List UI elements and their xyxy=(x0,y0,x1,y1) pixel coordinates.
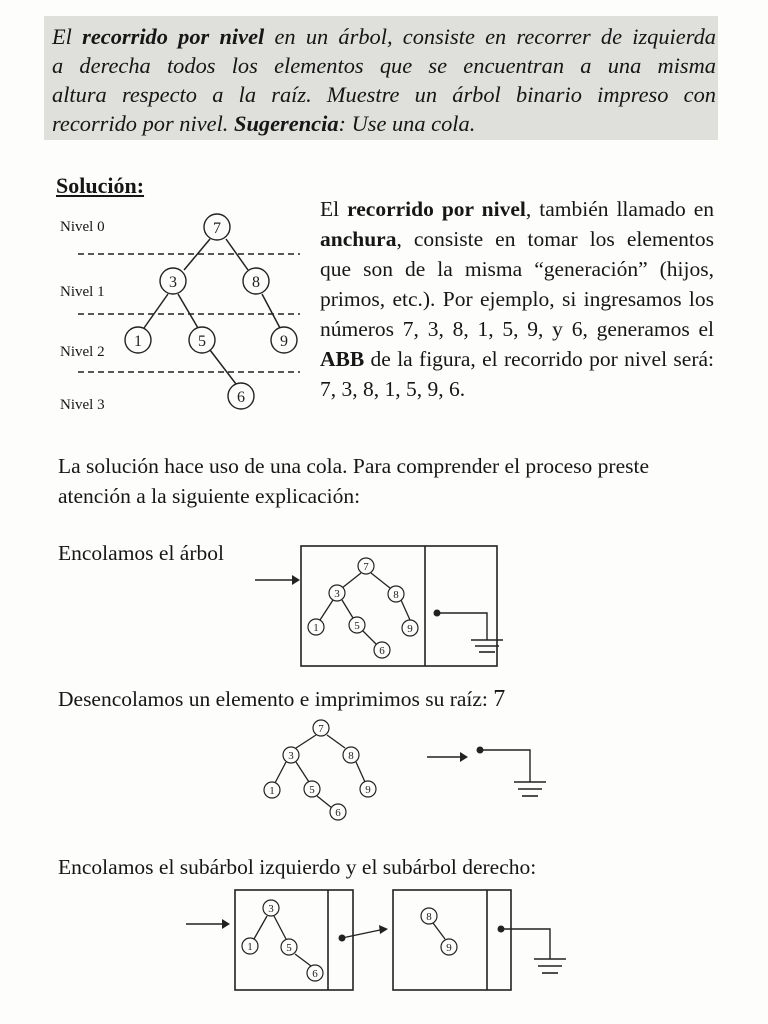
intro-line: atención a la siguiente explicación: xyxy=(58,484,361,508)
svg-text:5: 5 xyxy=(286,942,292,954)
text-run: a derecha todos los elementos que se encuentran a una misma xyxy=(52,53,716,78)
tree-node xyxy=(374,642,390,658)
tree-node xyxy=(263,900,279,916)
svg-text:1: 1 xyxy=(134,333,142,350)
svg-text:5: 5 xyxy=(354,620,360,632)
svg-text:1: 1 xyxy=(313,622,319,634)
svg-text:5: 5 xyxy=(309,784,315,796)
tree-node xyxy=(343,747,359,763)
tree-edge xyxy=(184,239,210,270)
tree-node xyxy=(388,586,404,602)
step1-label: Encolamos el árbol xyxy=(58,541,224,565)
step3-label: Encolamos el subárbol izquierdo y el subárbol derecho: xyxy=(58,855,537,879)
svg-text:9: 9 xyxy=(280,333,288,350)
tree-node xyxy=(125,327,151,353)
tree-node xyxy=(283,747,299,763)
tree-node xyxy=(271,327,297,353)
tree-node xyxy=(228,383,254,409)
svg-text:7: 7 xyxy=(318,723,324,735)
ground-icon xyxy=(514,782,546,796)
tree-edge xyxy=(210,350,236,384)
tree-node xyxy=(358,558,374,574)
tree-edge xyxy=(433,923,445,939)
tree-edge xyxy=(327,735,345,748)
bold-text: ABB xyxy=(320,347,365,371)
tree-node xyxy=(281,939,297,955)
svg-text:3: 3 xyxy=(268,903,274,915)
problem-line xyxy=(52,109,716,138)
queue-diagram-2 xyxy=(180,886,590,996)
tree-node xyxy=(402,620,418,636)
text-run: , también llamado en xyxy=(525,197,714,221)
svg-text:7: 7 xyxy=(363,561,369,573)
tree-node xyxy=(304,781,320,797)
tree-edge xyxy=(342,600,353,618)
step2-text: Desencolamos un elemento e imprimimos su raíz: xyxy=(58,687,494,711)
tree-node xyxy=(441,939,457,955)
tree-edge xyxy=(262,294,280,328)
level-label-0: Nivel 0 xyxy=(60,219,105,235)
tree-edge xyxy=(371,573,390,588)
svg-text:9: 9 xyxy=(407,623,413,635)
text-run: recorrido por nivel. xyxy=(52,111,235,136)
intro-line: La solución hace uso de una cola. Para comprender el proceso preste xyxy=(58,454,650,478)
level-label-3: Nivel 3 xyxy=(60,397,105,413)
tree-node xyxy=(264,782,280,798)
text-run: en un árbol, consiste en recorrer de izquierda xyxy=(264,24,716,49)
queue-diagram-1 xyxy=(250,540,520,670)
svg-text:6: 6 xyxy=(312,968,318,980)
tree-node xyxy=(307,965,323,981)
tree-edge xyxy=(363,631,376,644)
tree-node xyxy=(160,268,186,294)
text-run: : Use una cola. xyxy=(338,111,476,136)
arrow-head-icon xyxy=(379,925,388,934)
null-pointer-line xyxy=(480,750,530,782)
null-pointer-line xyxy=(437,613,487,640)
tree-edge xyxy=(296,735,316,748)
svg-text:5: 5 xyxy=(198,333,206,350)
svg-text:7: 7 xyxy=(213,220,221,237)
svg-text:1: 1 xyxy=(269,785,275,797)
tree-edge xyxy=(178,294,198,328)
tree-edge xyxy=(342,573,361,588)
tree-node xyxy=(308,619,324,635)
svg-text:1: 1 xyxy=(247,941,253,953)
svg-text:6: 6 xyxy=(237,389,245,406)
svg-text:8: 8 xyxy=(348,750,354,762)
tree-edge xyxy=(295,954,311,966)
dequeue-diagram xyxy=(250,712,570,827)
tree-node xyxy=(360,781,376,797)
bold-text: recorrido por nivel xyxy=(82,24,265,49)
arrow-head-icon xyxy=(460,752,468,762)
tree-edge xyxy=(144,294,168,328)
tree-edge xyxy=(320,600,333,620)
svg-text:9: 9 xyxy=(446,942,452,954)
svg-text:9: 9 xyxy=(365,784,371,796)
step2-label xyxy=(58,684,505,714)
ground-icon xyxy=(471,640,503,652)
bold-text: anchura xyxy=(320,227,397,251)
queue-box xyxy=(301,546,497,666)
arrow-head-icon xyxy=(222,919,230,929)
level-label-1: Nivel 1 xyxy=(60,284,105,300)
svg-text:8: 8 xyxy=(426,911,432,923)
svg-text:3: 3 xyxy=(288,750,294,762)
problem-statement xyxy=(52,22,716,138)
tree-node xyxy=(349,617,365,633)
tree-node xyxy=(330,804,346,820)
bold-text: recorrido por nivel xyxy=(347,197,526,221)
tree-edge xyxy=(254,916,267,939)
explanation-paragraph xyxy=(320,194,714,404)
problem-line xyxy=(52,80,716,109)
arrow-head-icon xyxy=(292,575,300,585)
text-run: altura respecto a la raíz. Muestre un árbol binario impreso con xyxy=(52,82,716,107)
step2-value: 7 xyxy=(493,686,506,712)
tree-edge xyxy=(274,916,286,939)
tree-node xyxy=(189,327,215,353)
bold-text: Sugerencia xyxy=(234,111,339,136)
tree-node xyxy=(329,585,345,601)
tree-node xyxy=(204,214,230,240)
main-tree-diagram xyxy=(60,200,310,420)
text-run: de la figura, el recorrido por nivel será: 7, 3, 8, 1, 5, 9, 6. xyxy=(320,347,714,401)
tree-edge xyxy=(317,796,332,808)
problem-line xyxy=(52,51,716,80)
svg-text:6: 6 xyxy=(379,645,385,657)
tree-node xyxy=(421,908,437,924)
svg-text:8: 8 xyxy=(252,274,260,291)
svg-text:8: 8 xyxy=(393,589,399,601)
text-run: , consiste en tomar los elementos que son de la misma “generación” (hijos, primos, etc.). Por ejemplo, si ingresamos los números 7, 3, 8, 1, 5, 9, y 6, generamos el xyxy=(320,227,714,341)
tree-node xyxy=(243,268,269,294)
tree-edges xyxy=(144,239,280,384)
level-label-2: Nivel 2 xyxy=(60,344,105,360)
link-line xyxy=(342,930,380,938)
svg-text:6: 6 xyxy=(335,807,341,819)
tree-edge xyxy=(401,600,410,620)
null-pointer-line xyxy=(501,929,550,959)
problem-line xyxy=(52,22,716,51)
text-run: El xyxy=(320,197,348,221)
tree-node xyxy=(242,938,258,954)
tree-edge xyxy=(296,762,309,782)
ground-icon xyxy=(534,959,566,973)
tree-edge xyxy=(275,762,286,783)
svg-text:3: 3 xyxy=(169,274,177,291)
solution-heading: Solución: xyxy=(56,173,145,198)
text-run: El xyxy=(52,24,83,49)
svg-text:3: 3 xyxy=(334,588,340,600)
tree-node xyxy=(313,720,329,736)
tree-edge xyxy=(356,762,365,782)
